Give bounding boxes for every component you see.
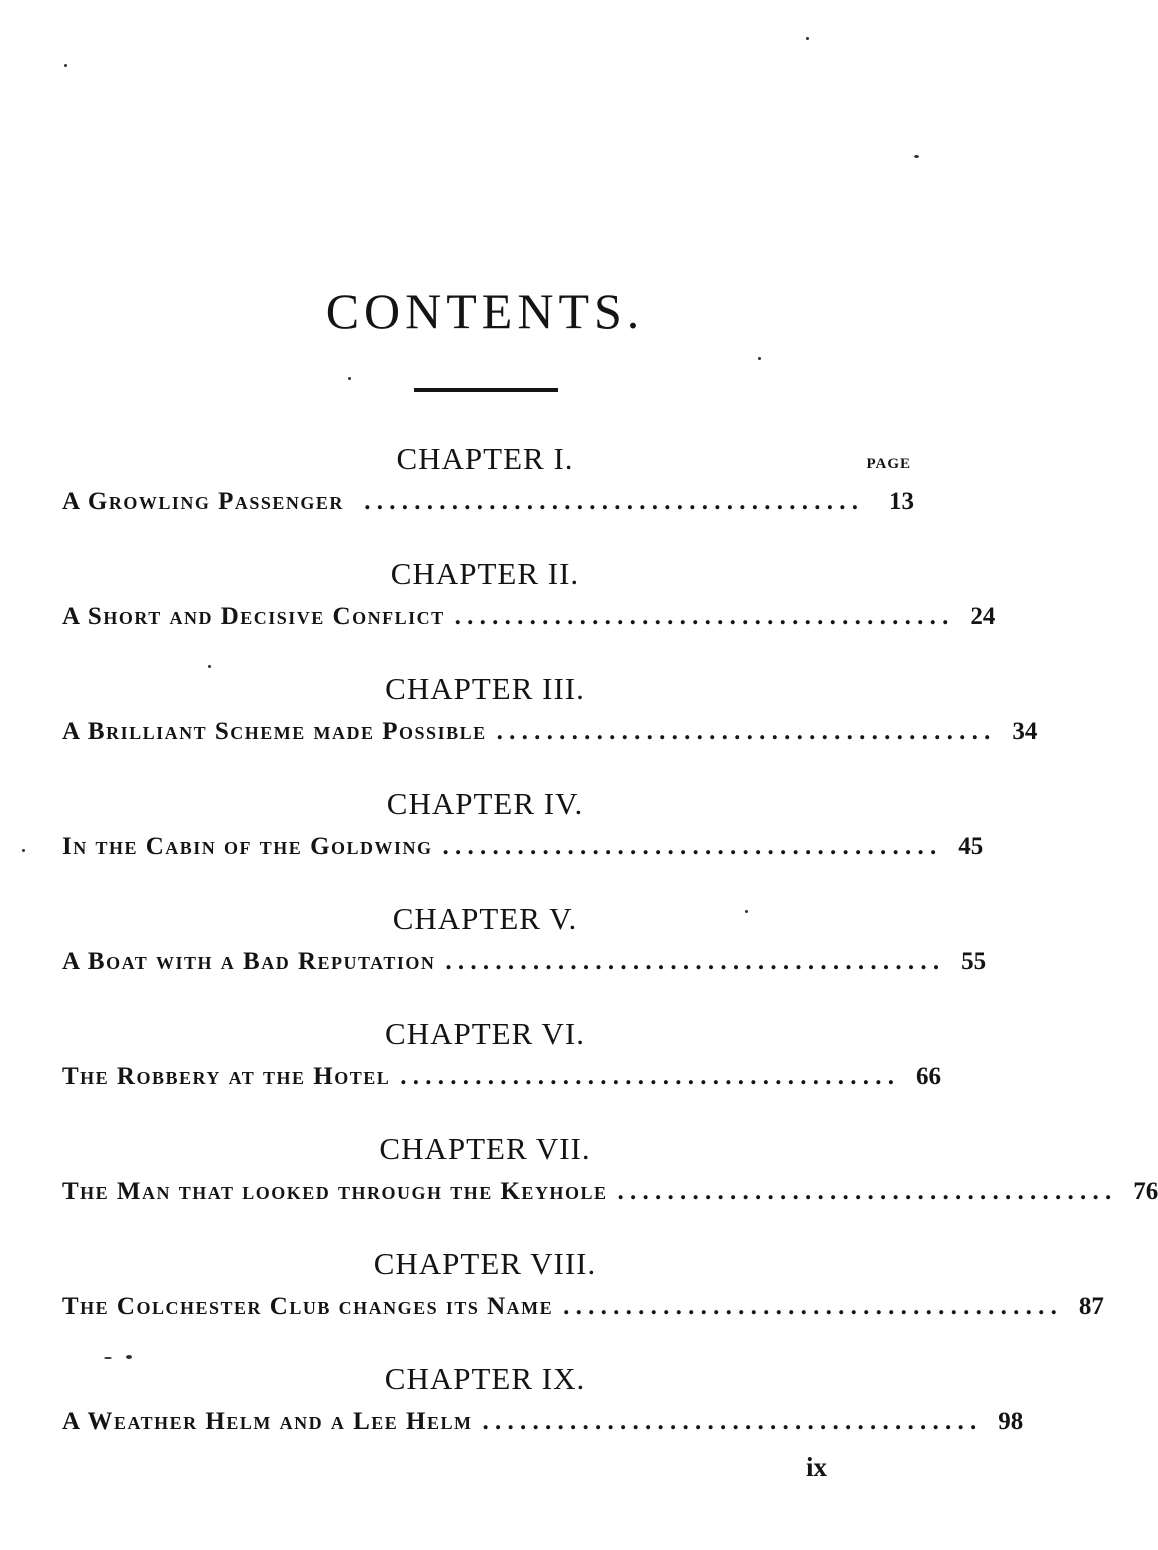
chapter-heading: CHAPTER IV. [386,786,584,821]
scan-speck [348,377,351,380]
scan-speck [208,665,211,668]
page-column-label: PAGE [866,456,911,472]
entry-title: A Boat with a Bad Reputation [62,948,436,975]
entry-page-number: 13 [889,488,914,515]
toc-entry[interactable] [62,603,996,637]
scan-speck [64,64,67,67]
chapter-heading: CHAPTER IX. [384,1361,586,1396]
leader-dots: . . . . . . . . . . . . . . . . . . . . . . . . . . . . . . . . . . . . . . . . [400,1063,895,1090]
toc-entry[interactable] [62,1408,1024,1442]
entry-title: A Short and Decisive Conflict [62,603,445,630]
entry-page-number: 76 [1133,1178,1158,1205]
entry-page-number: 98 [998,1408,1024,1435]
entry-page-number: 34 [1012,718,1038,745]
entry-title: A Weather Helm and a Lee Helm [62,1408,473,1435]
chapter-heading: CHAPTER VI. [385,1016,585,1051]
leader-dots: . . . . . . . . . . . . . . . . . . . . . . . . . . . . . . . . . . . . . . . . [442,833,937,860]
entry-title: A Growling Passenger [62,488,344,515]
chapter-heading: CHAPTER I. [396,441,574,476]
leader-dots: . . . . . . . . . . . . . . . . . . . . . . . . . . . . . . . . . . . . . . . . [617,1178,1112,1205]
chapter-heading: CHAPTER II. [390,556,580,591]
chapter-heading: CHAPTER VIII. [373,1246,597,1281]
toc-entry[interactable] [62,488,914,522]
leader-dots: . . . . . . . . . . . . . . . . . . . . . . . . . . . . . . . . . . . . . . . . [364,488,858,515]
chapter-heading: CHAPTER III. [385,671,585,706]
page-folio: ix [806,1452,828,1482]
entry-title: In the Cabin of the Goldwing [62,833,433,860]
scan-speck [22,849,25,852]
leader-dots: . . . . . . . . . . . . . . . . . . . . . . . . . . . . . . . . . . . . . . . . [496,718,991,745]
chapter-heading: CHAPTER V. [392,901,578,936]
scan-speck [758,357,761,360]
leader-dots: . . . . . . . . . . . . . . . . . . . . . . . . . . . . . . . . . . . . . . . . [482,1408,977,1435]
leader-dots: . . . . . . . . . . . . . . . . . . . . . . . . . . . . . . . . . . . . . . . . [563,1293,1057,1320]
contents-title: CONTENTS. [325,283,645,339]
entry-title: The Man that looked through the Keyhole [62,1178,608,1205]
toc-entry[interactable] [62,948,987,982]
title-rule [414,388,558,392]
entry-page-number: 66 [916,1063,942,1090]
scan-speck [806,37,809,40]
entry-title: A Brilliant Scheme made Possible [62,718,487,745]
leader-dots: . . . . . . . . . . . . . . . . . . . . . . . . . . . . . . . . . . . . . . . . [445,948,940,975]
toc-entry[interactable] [62,833,984,867]
entry-title: The Colchester Club changes its Name [62,1293,554,1320]
toc-entry[interactable] [62,718,1038,752]
scan-speck [745,910,748,913]
scan-speck [914,155,919,158]
entry-title: The Robbery at the Hotel [62,1063,391,1090]
leader-dots: . . . . . . . . . . . . . . . . . . . . . . . . . . . . . . . . . . . . . . . . [454,603,949,630]
scan-speck [104,1357,112,1359]
chapter-heading: CHAPTER VII. [379,1131,591,1166]
entry-page-number: 24 [970,603,996,630]
toc-entry[interactable] [62,1063,942,1097]
entry-page-number: 55 [961,948,987,975]
scan-speck [126,1355,132,1359]
toc-entry[interactable] [62,1178,1158,1212]
entry-page-number: 45 [958,833,984,860]
toc-entry[interactable] [62,1293,1104,1327]
entry-page-number: 87 [1078,1293,1104,1320]
